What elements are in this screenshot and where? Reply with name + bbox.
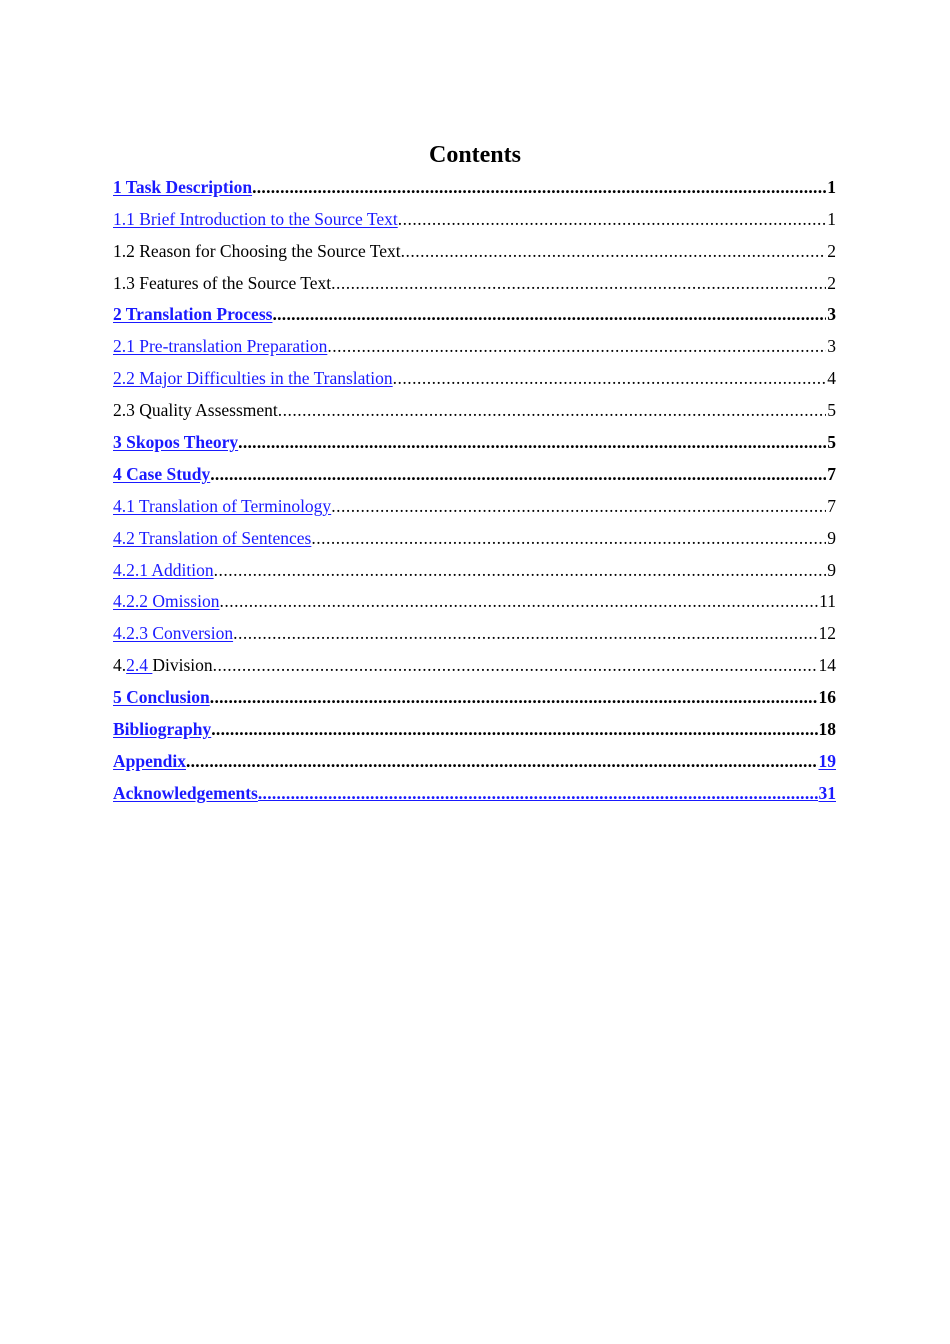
toc-dot-leader [331, 268, 826, 299]
toc-page-number: 16 [818, 687, 836, 708]
toc-dot-leader [252, 172, 826, 203]
toc-entry-link[interactable]: 4 Case Study [113, 463, 211, 484]
toc-entry-text: 1.2 Reason for Choosing the Source Text [113, 240, 401, 261]
toc-entry-link[interactable]: Bibliography [113, 719, 212, 740]
toc-page-number: 7 [827, 463, 836, 484]
toc-page-number: 4 [827, 368, 836, 389]
toc-entry-link[interactable]: 4.2 Translation of Sentences [113, 527, 312, 548]
toc-entry[interactable] [113, 522, 836, 554]
toc-page-number: 3 [827, 336, 836, 357]
toc-page-number: 19 [818, 750, 836, 771]
toc-entry-label [113, 459, 210, 490]
toc-entry-label [113, 650, 213, 681]
toc-page-number: 1 [827, 176, 836, 197]
toc-entry-link[interactable]: 5 Conclusion [113, 687, 210, 708]
toc-page-number: 5 [827, 432, 836, 453]
toc-entry[interactable] [113, 681, 836, 713]
table-of-contents [113, 171, 836, 809]
toc-entry-label [113, 714, 211, 745]
toc-page-number: 2 [827, 272, 836, 293]
toc-entry-label [113, 331, 327, 362]
toc-dot-leader [210, 459, 826, 490]
toc-entry-link[interactable]: Acknowledgements [113, 782, 258, 803]
toc-dot-leader [311, 523, 826, 554]
toc-dot-leader [272, 299, 826, 330]
toc-page-number: 3 [827, 304, 836, 325]
toc-entry-label [113, 491, 331, 522]
toc-entry-link[interactable]: Appendix [113, 750, 186, 771]
toc-entry-link[interactable]: 2.1 Pre-translation Preparation [113, 336, 328, 357]
toc-dot-leader [214, 555, 827, 586]
toc-entry[interactable] [113, 617, 836, 649]
toc-entry-label [113, 268, 331, 299]
toc-dot-leader [213, 650, 818, 681]
toc-page-number: 9 [827, 559, 836, 580]
toc-page-number: 1 [827, 208, 836, 229]
toc-entry-text: 2.3 Quality Assessment [113, 400, 278, 421]
toc-entry-link[interactable]: 4.2.1 Addition [113, 559, 214, 580]
toc-entry-link[interactable]: 2 Translation Process [113, 304, 273, 325]
toc-dot-leader [398, 204, 827, 235]
toc-dot-leader [219, 586, 818, 617]
toc-entry[interactable] [113, 362, 836, 394]
toc-page-number: 14 [818, 655, 836, 676]
toc-entry-label [113, 746, 186, 777]
toc-entry[interactable] [113, 586, 836, 618]
toc-page-number: 7 [827, 495, 836, 516]
toc-entry-label [113, 204, 398, 235]
toc-entry-link[interactable]: 2.4 [126, 655, 153, 676]
toc-page-number: 9 [827, 527, 836, 548]
toc-entry[interactable] [113, 330, 836, 362]
toc-entry-label [113, 555, 214, 586]
toc-entry-label [113, 363, 393, 394]
toc-entry-link[interactable]: 3 Skopos Theory [113, 432, 239, 453]
toc-dot-leader [210, 682, 818, 713]
toc-dot-leader [258, 778, 818, 809]
toc-entry-label [113, 523, 311, 554]
toc-entry[interactable] [113, 426, 836, 458]
toc-entry-label [113, 427, 238, 458]
toc-page-number: 2 [827, 240, 836, 261]
toc-entry-link[interactable]: 4.2.3 Conversion [113, 623, 234, 644]
toc-entry[interactable] [113, 203, 836, 235]
toc-entry[interactable] [113, 554, 836, 586]
toc-entry-link[interactable]: 2.2 Major Difficulties in the Translation [113, 368, 393, 389]
toc-page-number: 11 [819, 591, 836, 612]
toc-dot-leader [401, 236, 827, 267]
toc-entry[interactable] [113, 649, 836, 681]
toc-entry[interactable] [113, 458, 836, 490]
toc-entry[interactable] [113, 713, 836, 745]
page-title: Contents [428, 142, 521, 168]
toc-entry-link[interactable]: 4.2.2 Omission [113, 591, 220, 612]
toc-entry-label [113, 618, 233, 649]
toc-entry[interactable] [113, 267, 836, 299]
toc-entry-text: 1.3 Features of the Source Text [113, 272, 332, 293]
toc-entry[interactable] [113, 235, 836, 267]
toc-dot-leader [278, 395, 826, 426]
toc-entry-label [113, 236, 401, 267]
toc-entry-link[interactable]: 4.1 Translation of Terminology [113, 495, 332, 516]
toc-dot-leader [327, 331, 826, 362]
toc-dot-leader [331, 491, 826, 522]
toc-page-number: 18 [818, 719, 836, 740]
toc-entry[interactable] [113, 745, 836, 777]
toc-entry-label [113, 395, 278, 426]
toc-dot-leader [186, 746, 818, 777]
toc-page-number: 5 [827, 400, 836, 421]
toc-entry-text: Division [152, 655, 213, 676]
toc-entry-text: 4. [113, 655, 127, 676]
toc-entry-label [113, 172, 252, 203]
toc-dot-leader [211, 714, 817, 745]
toc-entry-label [113, 778, 258, 809]
toc-page-number: 31 [818, 782, 836, 803]
toc-entry[interactable] [113, 171, 836, 203]
toc-entry[interactable] [113, 394, 836, 426]
toc-entry-label [113, 299, 272, 330]
toc-entry-label [113, 586, 219, 617]
toc-entry-label [113, 682, 210, 713]
toc-entry[interactable] [113, 299, 836, 331]
toc-entry[interactable] [113, 777, 836, 809]
toc-dot-leader [393, 363, 827, 394]
toc-entry[interactable] [113, 490, 836, 522]
toc-page-number: 12 [818, 623, 836, 644]
toc-dot-leader [233, 618, 817, 649]
toc-dot-leader [238, 427, 826, 458]
toc-entry-link[interactable]: 1.1 Brief Introduction to the Source Text [113, 208, 398, 229]
toc-entry-link[interactable]: 1 Task Description [113, 176, 253, 197]
